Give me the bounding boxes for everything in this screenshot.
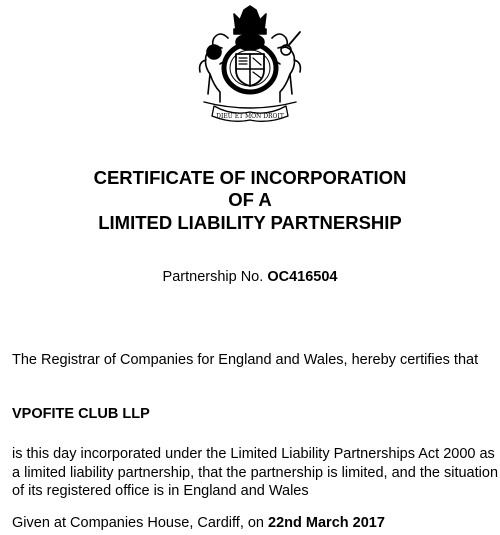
incorporation-statement: is this day incorporated under the Limited Liability Partnerships Act 2000 as a limited liability partnership, that the partnership is limited, and the situation of its registered office is in England and Wales	[12, 446, 499, 499]
incorporation-date: 22nd March 2017	[268, 515, 385, 531]
given-at-line	[12, 514, 498, 533]
given-at-prefix: Given at Companies House, Cardiff, on	[12, 515, 265, 531]
crest-motto: DIEU ET MON DROIT	[216, 113, 284, 120]
company-name: VPOFITE CLUB LLP	[12, 406, 150, 422]
certificate-title-line-1: CERTIFICATE OF INCORPORATION	[93, 167, 407, 188]
partnership-number-line	[0, 268, 500, 286]
certificate-title-line-2: OF A	[228, 189, 272, 210]
partnership-number-label: Partnership No.	[162, 269, 264, 285]
registrar-statement: The Registrar of Companies for England and Wales, hereby certifies that	[12, 352, 479, 368]
partnership-number-value: OC416504	[267, 269, 338, 285]
certificate-title-line-3: LIMITED LIABILITY PARTNERSHIP	[98, 212, 402, 233]
royal-coat-of-arms-icon	[170, 2, 330, 124]
